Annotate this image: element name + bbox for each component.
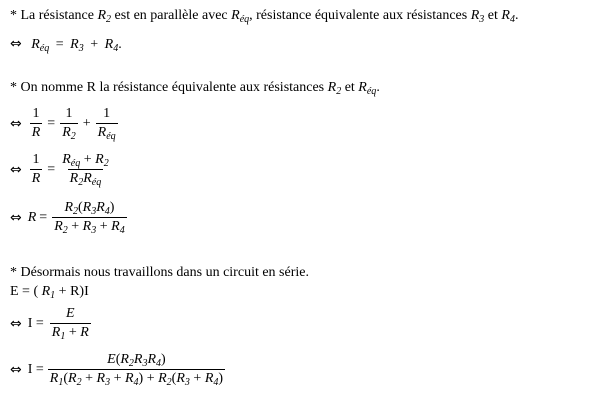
equation-combined-fraction: ⇔ $\frac{1}{R}$ = $\frac{R_{éq} + R_2}{R_2R_{éq}}$	[10, 152, 109, 188]
symbol-req: $R_{éq}$	[231, 8, 250, 25]
iff-symbol: ⇔	[10, 161, 22, 178]
equation-r-result: ⇔ R = $\frac{R_2(R_3R_4)}{R_2 + R_3 + R_4}$	[10, 200, 125, 236]
iff-symbol: ⇔	[10, 36, 22, 52]
text: La résistance	[20, 8, 94, 23]
fraction: $\frac{R_2(R_3R_4)}{R_2 + R_3 + R_4}$	[54, 200, 125, 236]
paragraph-parallel: * La résistance $R_2$ est en parallèle avec $R_{éq}$, résistance équivalente aux résistances $R_3$ et $R_4$.	[10, 8, 519, 25]
iff-symbol: ⇔	[10, 315, 22, 332]
fraction: $\frac{E(R_2R_3R_4)}{R_1(R_2 + R_3 + R_4) + R_2(R_3 + R_4)}$	[49, 352, 224, 388]
iff-symbol: ⇔	[10, 361, 22, 378]
equation-ohm: E = ( $R_1 + R)I$	[10, 284, 89, 301]
equation-current-final: ⇔ I = $\frac{E(R_2R_3R_4)}{R_1(R_2 + R_3 + R_4) + R_2(R_3 + R_4)}$	[10, 352, 224, 388]
fraction: $\frac{1}{R_2}$	[62, 106, 76, 142]
text: , résistance équivalente aux résistances	[249, 8, 468, 23]
iff-symbol: ⇔	[10, 209, 22, 226]
text: est en parallèle avec	[114, 8, 228, 23]
equation-current: ⇔ I = $\frac{E}{R_1 + R}$	[10, 306, 89, 342]
text: et	[487, 8, 498, 23]
iff-symbol: ⇔	[10, 115, 22, 132]
symbol-r3: $R_3$	[470, 8, 485, 25]
fraction: $\frac{1}{R_{éq}}$	[97, 106, 116, 142]
fraction: $\frac{1}{R}$	[31, 152, 41, 186]
fraction: $\frac{E}{R_1 + R}$	[51, 306, 89, 342]
bullet: *	[10, 80, 17, 95]
fraction: $\frac{R_{éq} + R_2}{R_2R_{éq}}$	[62, 152, 109, 188]
symbol-r4: $R_4$	[501, 8, 515, 25]
paragraph-series	[10, 265, 309, 281]
text: On nomme R la résistance équivalente aux résistances	[20, 80, 325, 95]
fraction: $\frac{1}{R}$	[31, 106, 41, 140]
equation-req: ⇔ $R_{éq} = R_3 + R_4$.	[10, 36, 122, 54]
symbol-r2: $R_2$	[97, 8, 112, 25]
equation-inverse-sum: ⇔ $\frac{1}{R}$ = $\frac{1}{R_2}$ + $\frac{1}{R_{éq}}$	[10, 106, 116, 142]
bullet: *	[10, 265, 17, 280]
paragraph-equivalent: * On nomme R la résistance équivalente aux résistances $R_2$ et $R_{éq}$.	[10, 80, 380, 97]
bullet: *	[10, 8, 17, 23]
text: Désormais nous travaillons dans un circuit en série.	[20, 265, 309, 280]
